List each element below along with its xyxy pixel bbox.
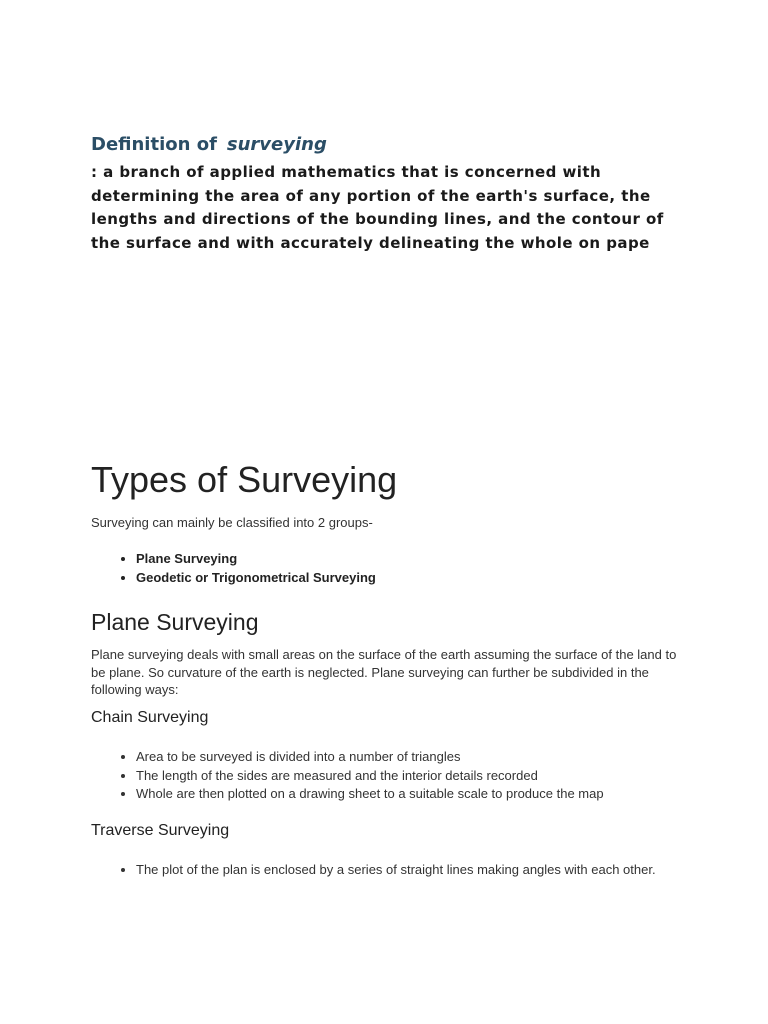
chain-surveying-list [91,748,604,804]
types-intro: Surveying can mainly be classified into 2 groups- [91,515,373,530]
traverse-surveying-list [91,861,691,879]
definition-heading-prefix: Definition of [91,134,217,155]
list-item: • The length of the sides are measured and the interior details recorded [136,767,604,786]
types-title: Types of Surveying [91,459,398,500]
definition-body: : a branch of applied mathematics that is concerned with determining the area of any portion of the earth's surface, the lengths and directions of the bounding lines, and the contour of the surface and with accurately delineating the whole on pape [91,163,664,252]
chain-surveying-title: Chain Surveying [91,709,209,726]
plane-surveying-title: Plane Surveying [91,609,259,635]
list-item: • Area to be surveyed is divided into a number of triangles [136,748,604,767]
definition-heading [91,134,327,155]
list-item: • Geodetic or Trigonometrical Surveying [136,569,376,588]
plane-surveying-body: Plane surveying deals with small areas on the surface of the earth assuming the surface of the land to be plane. So curvature of the earth is neglected. Plane surveying can further be subdivided in the following ways: [91,647,677,697]
list-item: • Plane Surveying [136,550,376,569]
list-item: • The plot of the plan is enclosed by a series of straight lines making angles with each other. [136,861,691,879]
definition-term: surveying [226,134,327,155]
traverse-surveying-title: Traverse Surveying [91,822,230,839]
groups-list [91,550,376,587]
list-item: • Whole are then plotted on a drawing sheet to a suitable scale to produce the map [136,785,604,804]
